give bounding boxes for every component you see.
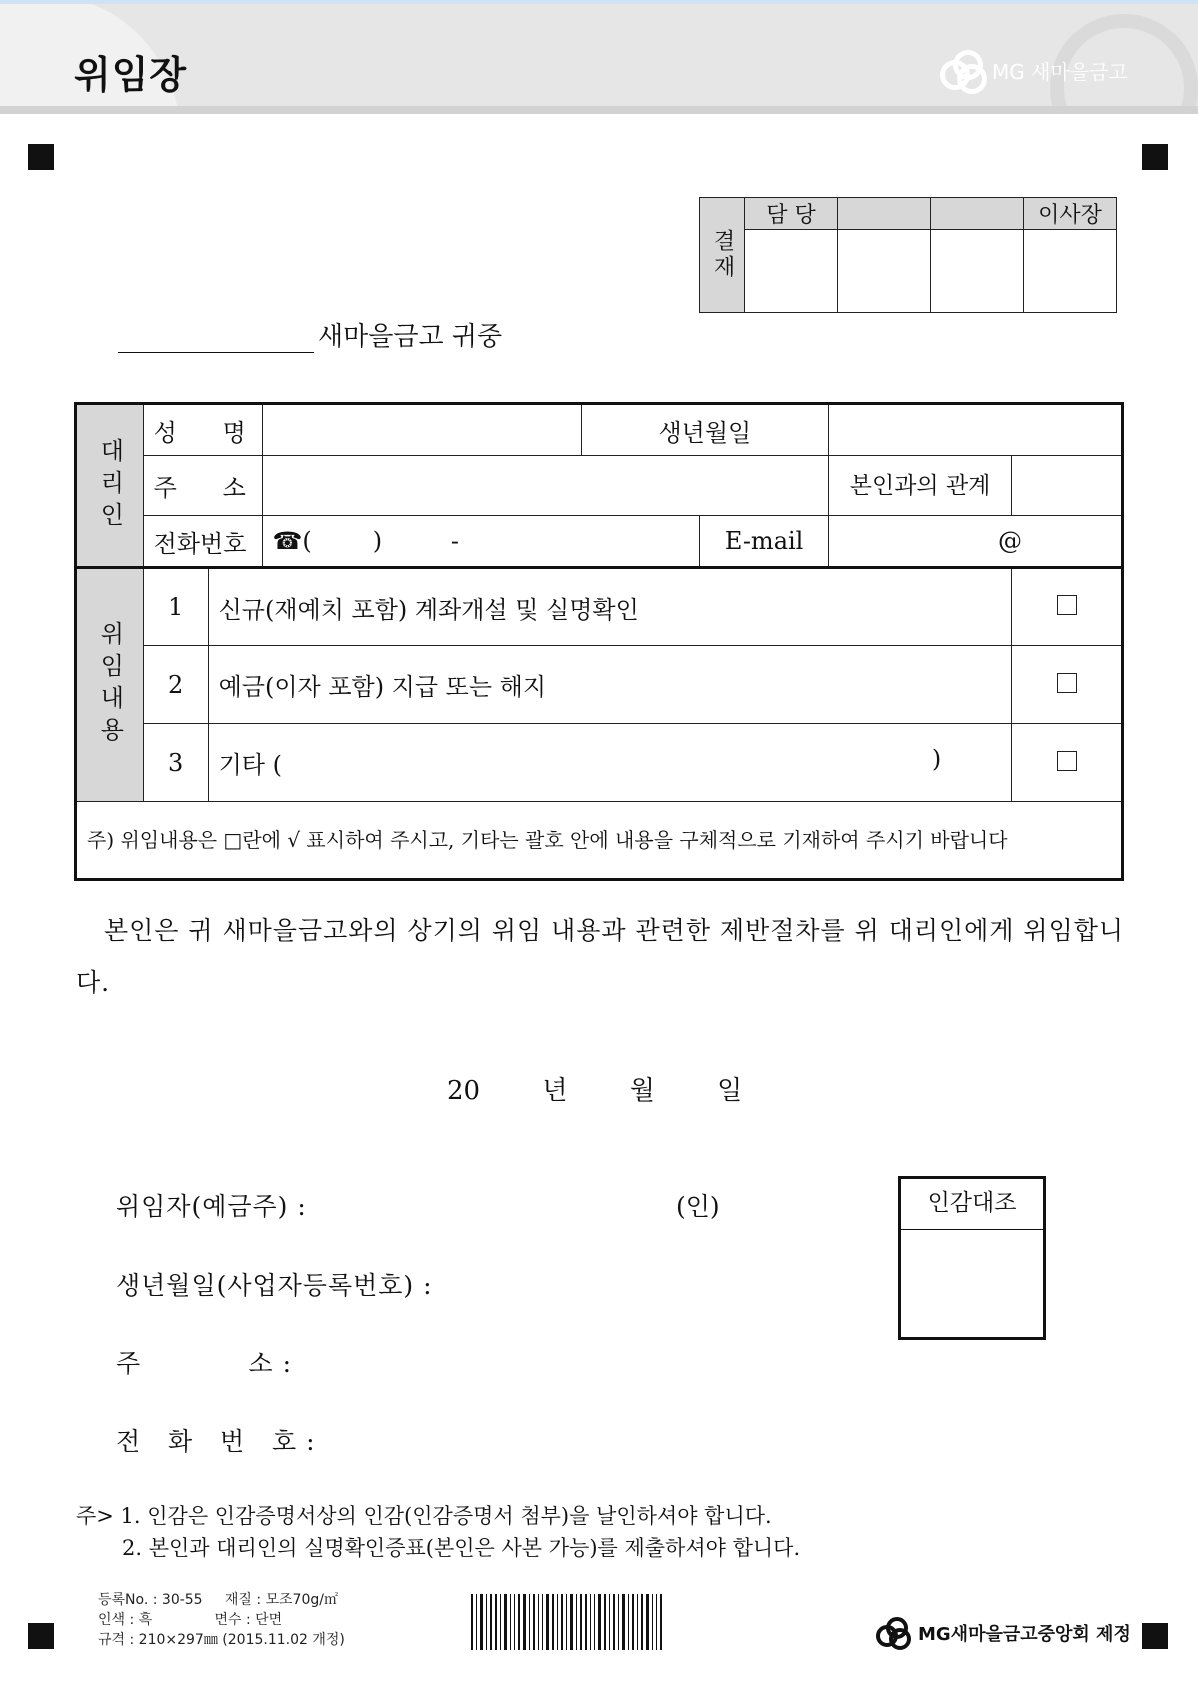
addressee-line bbox=[118, 316, 502, 353]
approval-sign-box[interactable] bbox=[1024, 230, 1117, 313]
print-spec-line: 규격 : 210×297㎜ (2015.11.02 개정) bbox=[98, 1632, 345, 1648]
footer-brand-text: MG새마을금고중앙회 제정 bbox=[918, 1624, 1131, 1645]
brand-logo-bottom bbox=[876, 1617, 1131, 1649]
delegation-table bbox=[74, 402, 1124, 881]
delegation-item-checkbox[interactable] bbox=[1012, 724, 1123, 802]
agent-section-label: 대리인 bbox=[76, 404, 144, 568]
delegation-item-no: 3 bbox=[143, 724, 208, 802]
brand-logo-top bbox=[940, 50, 1128, 90]
approval-sign-box[interactable] bbox=[838, 230, 931, 313]
agent-email-field[interactable]: @ bbox=[828, 516, 1122, 568]
mg-logo-icon bbox=[940, 50, 986, 90]
agent-phone-label: 전화번호 bbox=[143, 516, 262, 568]
approval-table bbox=[699, 197, 1117, 313]
barcode-icon bbox=[471, 1594, 723, 1650]
delegation-item-text: 예금(이자 포함) 지급 또는 해지 bbox=[208, 646, 1012, 724]
delegation-item-text: 신규(재예치 포함) 계좌개설 및 실명확인 bbox=[208, 568, 1012, 646]
page-title: 위임장 bbox=[74, 53, 188, 97]
print-spec-line: 인색 : 흑 면수 : 단면 bbox=[98, 1612, 283, 1628]
delegation-section-label: 위임내용 bbox=[76, 568, 144, 802]
checkbox-icon[interactable] bbox=[1057, 595, 1077, 615]
checkbox-icon[interactable] bbox=[1057, 751, 1077, 771]
agent-address-field[interactable] bbox=[262, 456, 828, 516]
agent-address-label: 주 소 bbox=[143, 456, 262, 516]
other-close: ) bbox=[931, 745, 942, 773]
delegation-item-no: 1 bbox=[143, 568, 208, 646]
addressee-text: 새마을금고 귀중 bbox=[318, 322, 503, 352]
seal-comparison-label: 인감대조 bbox=[901, 1179, 1043, 1230]
brand-logo-text: MG 새마을금고 bbox=[992, 59, 1128, 84]
delegation-note: 주) 위임내용은 □란에 √ 표시하여 주시고, 기타는 괄호 안에 내용을 구체적으로 기재하여 주시기 바랍니다 bbox=[76, 802, 1123, 880]
agent-relation-label: 본인과의 관계 bbox=[828, 456, 1011, 516]
approval-header-3 bbox=[931, 198, 1024, 230]
agent-birth-field[interactable] bbox=[828, 404, 1122, 456]
principal-seal-mark: (인) bbox=[676, 1192, 720, 1221]
agent-email-label: E-mail bbox=[700, 516, 829, 568]
mg-logo-icon bbox=[876, 1617, 912, 1649]
statement-paragraph: 본인은 귀 새마을금고와의 상기의 위임 내용과 관련한 제반절차를 위 대리인에게 위임합니다. bbox=[76, 916, 1125, 997]
branch-name-field[interactable] bbox=[118, 322, 314, 353]
print-spec bbox=[98, 1590, 345, 1650]
principal-birth-label: 생년월일(사업자등록번호) : bbox=[116, 1271, 433, 1300]
agent-relation-field[interactable] bbox=[1012, 456, 1123, 516]
registration-mark-top-left bbox=[28, 144, 54, 170]
agent-name-label: 성 명 bbox=[143, 404, 262, 456]
footnote-1: 주> 1. 인감은 인감증명서상의 인감(인감증명서 첨부)을 날인하셔야 합니다. bbox=[76, 1504, 772, 1528]
approval-header-1: 담 당 bbox=[745, 198, 838, 230]
registration-mark-bottom-left bbox=[28, 1623, 54, 1649]
delegation-item-no: 2 bbox=[143, 646, 208, 724]
footnotes bbox=[76, 1500, 800, 1564]
registration-mark-top-right bbox=[1142, 144, 1168, 170]
principal-phone-label: 전 화 번 호 : bbox=[116, 1427, 316, 1456]
delegation-item-checkbox[interactable] bbox=[1012, 568, 1123, 646]
approval-header-4: 이사장 bbox=[1024, 198, 1117, 230]
checkbox-icon[interactable] bbox=[1057, 673, 1077, 693]
delegation-item-other[interactable] bbox=[208, 724, 1012, 802]
principal-name-label: 위임자(예금주) : bbox=[116, 1192, 307, 1221]
agent-birth-label: 생년월일 bbox=[581, 404, 828, 456]
header-bottom-stripe bbox=[0, 106, 1198, 114]
other-open: 기타 ( bbox=[218, 751, 282, 779]
approval-header-2 bbox=[838, 198, 931, 230]
principal-address-label: 주 소 : bbox=[116, 1349, 293, 1378]
registration-mark-bottom-right bbox=[1142, 1623, 1168, 1649]
date-line: 20 년 월 일 bbox=[447, 1076, 743, 1106]
delegation-item-checkbox[interactable] bbox=[1012, 646, 1123, 724]
footnote-2: 2. 본인과 대리인의 실명확인증표(본인은 사본 가능)를 제출하셔야 합니다. bbox=[122, 1536, 801, 1560]
approval-label: 결재 bbox=[700, 198, 745, 313]
seal-comparison-box[interactable] bbox=[898, 1176, 1046, 1340]
approval-sign-box[interactable] bbox=[931, 230, 1024, 313]
agent-name-field[interactable] bbox=[262, 404, 581, 456]
print-spec-line: 등록No. : 30-55 재질 : 모조70g/㎡ bbox=[98, 1592, 338, 1608]
approval-sign-box[interactable] bbox=[745, 230, 838, 313]
agent-phone-field[interactable]: ☎( ) - bbox=[262, 516, 700, 568]
